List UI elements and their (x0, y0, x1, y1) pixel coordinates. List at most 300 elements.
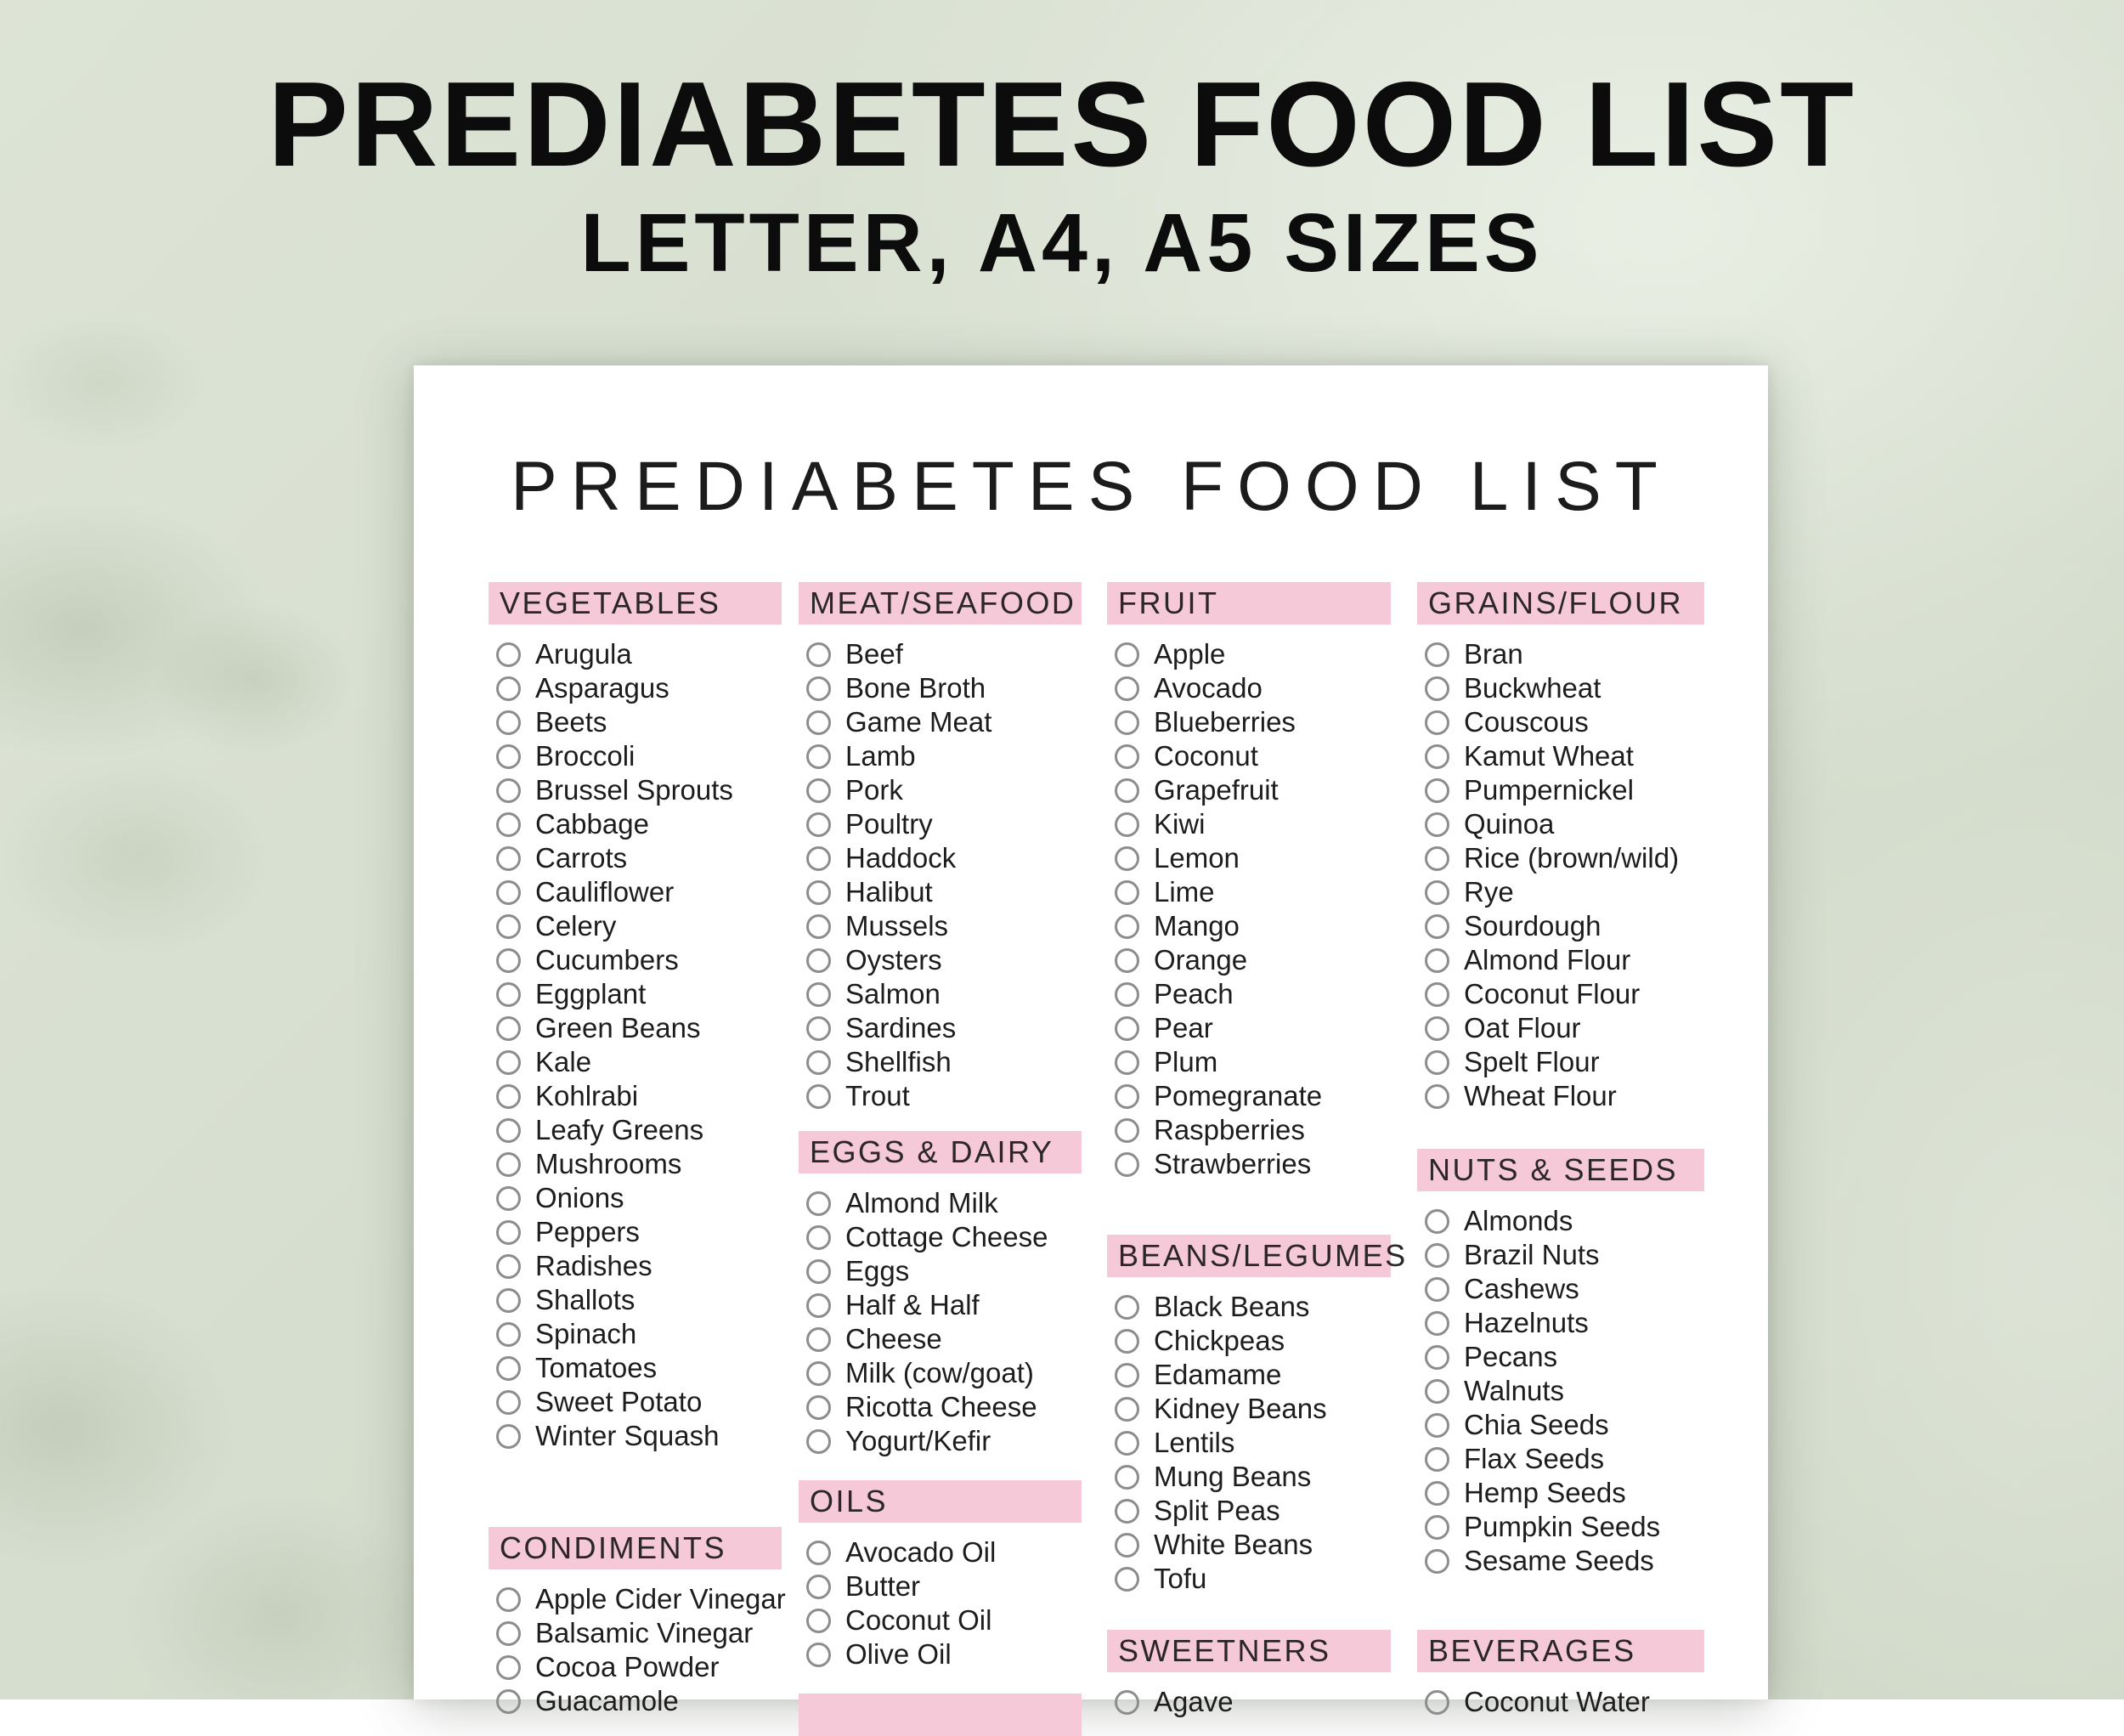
checklist-item (799, 1569, 1082, 1603)
checklist-item (489, 1283, 782, 1317)
checklist-item (1417, 1510, 1704, 1544)
checkbox-icon (496, 1220, 521, 1245)
item-label: Oysters (845, 944, 942, 975)
section-header-grains-flour: GRAINS/FLOUR (1417, 582, 1704, 625)
checkbox-icon (1115, 1690, 1139, 1715)
item-label: Peppers (535, 1216, 640, 1247)
section-header-sweetners: SWEETNERS (1107, 1630, 1391, 1672)
checkbox-icon (496, 1689, 521, 1714)
checkbox-icon (1115, 1050, 1139, 1075)
item-label: Edamame (1154, 1359, 1282, 1390)
checkbox-icon (496, 880, 521, 905)
checkbox-icon (1115, 1397, 1139, 1422)
section-beverages (1417, 1630, 1704, 1719)
checklist-item (1107, 807, 1391, 841)
checklist-item (1417, 1408, 1704, 1442)
item-label: Kidney Beans (1154, 1393, 1327, 1424)
section-condiments (489, 1527, 786, 1718)
checkbox-icon (496, 846, 521, 871)
checklist-item (1417, 1045, 1704, 1079)
vegetables-list (489, 637, 782, 1453)
item-label: Cucumbers (535, 944, 679, 975)
checklist-item (1417, 841, 1704, 875)
item-label: Avocado Oil (845, 1536, 997, 1568)
section-meat-seafood (799, 582, 1082, 1113)
checkbox-icon (806, 676, 831, 701)
checkbox-icon (1425, 1016, 1449, 1041)
nuts-seeds-list (1417, 1204, 1704, 1578)
grains-flour-list (1417, 637, 1704, 1113)
item-label: Sourdough (1464, 910, 1601, 942)
checklist-item (1417, 637, 1704, 671)
item-label: Pumpernickel (1464, 774, 1634, 806)
item-label: White Beans (1154, 1529, 1313, 1560)
checkbox-icon (1115, 744, 1139, 769)
item-label: Kiwi (1154, 808, 1206, 840)
item-label: Black Beans (1154, 1291, 1310, 1322)
checkbox-icon (1425, 914, 1449, 939)
checkbox-icon (1115, 1295, 1139, 1320)
checklist-item (1107, 909, 1391, 943)
item-label: Green Beans (535, 1012, 701, 1043)
checkbox-icon (1425, 1690, 1449, 1715)
column-3 (1107, 582, 1408, 1717)
item-label: Onions (535, 1182, 624, 1213)
checkbox-icon (1115, 1016, 1139, 1041)
checklist-item (799, 1045, 1082, 1079)
checkbox-icon (1115, 1533, 1139, 1558)
item-label: Celery (535, 910, 617, 942)
section-header-beverages: BEVERAGES (1417, 1630, 1704, 1672)
item-label: Apple Cider Vinegar (535, 1583, 786, 1614)
checkbox-icon (1425, 846, 1449, 871)
checklist-item (1417, 1685, 1704, 1719)
checkbox-icon (806, 1050, 831, 1075)
section-header-next-section-cutoff (799, 1694, 1082, 1736)
item-label: Salmon (845, 978, 941, 1009)
banner-subtitle: LETTER, A4, A5 SIZES (580, 196, 1544, 290)
checkbox-icon (1425, 982, 1449, 1007)
checkbox-icon (496, 1390, 521, 1415)
checkbox-icon (806, 982, 831, 1007)
checklist-item (1417, 1306, 1704, 1340)
item-label: Pork (845, 774, 903, 806)
checkbox-icon (1115, 846, 1139, 871)
section-next-section-cutoff (799, 1694, 1082, 1736)
checklist-item (1107, 637, 1391, 671)
checkbox-icon (806, 744, 831, 769)
item-label: Strawberries (1154, 1148, 1312, 1179)
checklist-item (489, 875, 782, 909)
item-label: Poultry (845, 808, 933, 840)
checklist-item (1107, 1011, 1391, 1045)
checkbox-icon (1425, 1345, 1449, 1370)
checklist-item (799, 1186, 1082, 1220)
item-label: Olive Oil (845, 1638, 952, 1670)
checklist-item (489, 671, 782, 705)
checkbox-icon (1115, 710, 1139, 735)
item-label: Almond Flour (1464, 944, 1631, 975)
checkbox-icon (1115, 1567, 1139, 1592)
banner (0, 57, 2124, 290)
item-label: Cottage Cheese (845, 1221, 1048, 1253)
checkbox-icon (1425, 1311, 1449, 1336)
item-label: Couscous (1464, 706, 1589, 738)
checkbox-icon (1115, 1084, 1139, 1109)
item-label: Half & Half (845, 1289, 980, 1320)
checklist-item (799, 1535, 1082, 1569)
checkbox-icon (1425, 1413, 1449, 1438)
checkbox-icon (1115, 948, 1139, 973)
item-label: Pear (1154, 1012, 1213, 1043)
checklist-item (1107, 773, 1391, 807)
item-label: Apple (1154, 638, 1226, 670)
item-label: Flax Seeds (1464, 1443, 1605, 1474)
checkbox-icon (496, 1118, 521, 1143)
item-label: Arugula (535, 638, 632, 670)
item-label: Lemon (1154, 842, 1240, 874)
item-label: Game Meat (845, 706, 992, 738)
checklist-item (799, 671, 1082, 705)
section-header-nuts-seeds: NUTS & SEEDS (1417, 1149, 1704, 1191)
checklist-item (489, 977, 782, 1011)
section-grains-flour (1417, 582, 1704, 1113)
checklist-item (489, 1113, 782, 1147)
checkbox-icon (806, 1191, 831, 1216)
checklist-item (489, 1147, 782, 1181)
item-label: Lime (1154, 876, 1215, 908)
checkbox-icon (806, 1361, 831, 1386)
checkbox-icon (806, 948, 831, 973)
checklist-item (489, 773, 782, 807)
item-label: Hemp Seeds (1464, 1477, 1626, 1508)
item-label: Winter Squash (535, 1420, 720, 1451)
checklist-item (1417, 1476, 1704, 1510)
item-label: Milk (cow/goat) (845, 1357, 1034, 1388)
checklist-item (1417, 705, 1704, 739)
checklist-item (1107, 1147, 1391, 1181)
checklist-item (799, 875, 1082, 909)
checkbox-icon (496, 1356, 521, 1381)
checkbox-icon (496, 1152, 521, 1177)
item-label: Lentils (1154, 1427, 1235, 1458)
checklist-item (1107, 1562, 1391, 1596)
checkbox-icon (1425, 676, 1449, 701)
item-label: Brazil Nuts (1464, 1239, 1600, 1270)
eggs-dairy-list (799, 1186, 1082, 1458)
banner-title: PREDIABETES FOOD LIST (268, 57, 1856, 192)
checkbox-icon (1425, 744, 1449, 769)
checklist-item (489, 1582, 786, 1616)
checkbox-icon (806, 1259, 831, 1284)
checkbox-icon (1425, 1549, 1449, 1574)
checklist-item (1417, 943, 1704, 977)
section-header-beans-legumes: BEANS/LEGUMES (1107, 1235, 1391, 1277)
checklist-item (489, 1181, 782, 1215)
checklist-item (799, 637, 1082, 671)
checklist-item (489, 909, 782, 943)
checklist-item (489, 1079, 782, 1113)
checklist-item (1107, 1358, 1391, 1392)
column-1 (489, 582, 786, 1716)
checklist-item (1107, 1685, 1391, 1719)
item-label: Orange (1154, 944, 1248, 975)
checkbox-icon (1425, 778, 1449, 803)
item-label: Coconut Flour (1464, 978, 1641, 1009)
checkbox-icon (806, 1293, 831, 1318)
item-label: Split Peas (1154, 1495, 1280, 1526)
checkbox-icon (806, 1016, 831, 1041)
checklist-item (489, 943, 782, 977)
section-nuts-seeds (1417, 1149, 1704, 1578)
checkbox-icon (496, 1016, 521, 1041)
checkbox-icon (496, 1621, 521, 1646)
item-label: Raspberries (1154, 1114, 1305, 1145)
checkbox-icon (1425, 1050, 1449, 1075)
checklist-item (1417, 1442, 1704, 1476)
checklist-item (799, 1424, 1082, 1458)
checkbox-icon (806, 1429, 831, 1454)
checklist-item (489, 807, 782, 841)
item-label: Cauliflower (535, 876, 675, 908)
item-label: Brussel Sprouts (535, 774, 733, 806)
checkbox-icon (806, 1084, 831, 1109)
checklist-item (1417, 909, 1704, 943)
checklist-item (1107, 977, 1391, 1011)
checkbox-icon (496, 1084, 521, 1109)
item-label: Balsamic Vinegar (535, 1617, 754, 1648)
section-header-oils: OILS (799, 1480, 1082, 1523)
checklist-item (799, 1356, 1082, 1390)
condiments-list (489, 1582, 786, 1718)
checklist-item (1417, 739, 1704, 773)
checklist-item (1417, 671, 1704, 705)
item-label: Mango (1154, 910, 1240, 942)
item-label: Trout (845, 1080, 910, 1111)
item-label: Agave (1154, 1686, 1234, 1717)
checklist-item (1107, 1113, 1391, 1147)
item-label: Spinach (535, 1318, 637, 1349)
item-label: Chia Seeds (1464, 1409, 1609, 1440)
sweetners-list (1107, 1685, 1391, 1719)
item-label: Eggs (845, 1255, 910, 1286)
item-label: Leafy Greens (535, 1114, 704, 1145)
checkbox-icon (1115, 1152, 1139, 1177)
checkbox-icon (806, 710, 831, 735)
checkbox-icon (496, 1254, 521, 1279)
item-label: Coconut (1154, 740, 1258, 772)
checklist-item (1417, 977, 1704, 1011)
checkbox-icon (806, 1395, 831, 1420)
item-label: Almond Milk (845, 1187, 998, 1219)
checkbox-icon (496, 642, 521, 667)
section-oils (799, 1480, 1082, 1671)
item-label: Haddock (845, 842, 957, 874)
checklist-item (1417, 1272, 1704, 1306)
checklist-item (1417, 807, 1704, 841)
checklist-item (1107, 705, 1391, 739)
section-header-eggs-dairy: EGGS & DAIRY (799, 1131, 1082, 1173)
checkbox-icon (1425, 1277, 1449, 1302)
column-4 (1417, 582, 1704, 1717)
item-label: Mussels (845, 910, 949, 942)
item-label: Chickpeas (1154, 1325, 1285, 1356)
checkbox-icon (496, 812, 521, 837)
section-header-meat-seafood: MEAT/SEAFOOD (799, 582, 1082, 625)
checklist-item (799, 1288, 1082, 1322)
item-label: Cashews (1464, 1273, 1579, 1304)
item-label: Plum (1154, 1046, 1218, 1077)
item-label: Wheat Flour (1464, 1080, 1617, 1111)
checklist-item (1107, 1045, 1391, 1079)
section-sweetners (1107, 1630, 1391, 1719)
meat-seafood-list (799, 637, 1082, 1113)
checklist-item (799, 1011, 1082, 1045)
checkbox-icon (1115, 778, 1139, 803)
checkbox-icon (496, 1424, 521, 1449)
item-label: Coconut Water (1464, 1686, 1650, 1717)
item-label: Guacamole (535, 1685, 679, 1716)
item-label: Bone Broth (845, 672, 986, 704)
checklist-item (799, 773, 1082, 807)
checklist-item (1107, 1079, 1391, 1113)
checkbox-icon (1425, 710, 1449, 735)
item-label: Grapefruit (1154, 774, 1279, 806)
checkbox-icon (1425, 1084, 1449, 1109)
checkbox-icon (496, 982, 521, 1007)
fruit-list (1107, 637, 1391, 1181)
item-label: Tofu (1154, 1563, 1207, 1594)
item-label: Yogurt/Kefir (845, 1425, 991, 1456)
checkbox-icon (1425, 1209, 1449, 1234)
checkbox-icon (1115, 982, 1139, 1007)
checklist-item (799, 739, 1082, 773)
item-label: Coconut Oil (845, 1604, 992, 1636)
section-beans-legumes (1107, 1235, 1408, 1596)
checkbox-icon (806, 1575, 831, 1599)
checklist-item (799, 1603, 1082, 1637)
checklist-item (799, 977, 1082, 1011)
checklist-item (489, 1045, 782, 1079)
checklist-item (1107, 1426, 1391, 1460)
checklist-item (489, 1684, 782, 1718)
checklist-item (489, 1215, 782, 1249)
checkbox-icon (1425, 948, 1449, 973)
checklist-item (1107, 1460, 1391, 1494)
item-label: Halibut (845, 876, 933, 908)
checkbox-icon (806, 1327, 831, 1352)
item-label: Shellfish (845, 1046, 952, 1077)
checkbox-icon (1425, 1447, 1449, 1472)
checklist-item (489, 1249, 782, 1283)
checkbox-icon (806, 642, 831, 667)
checklist-item (1107, 1324, 1391, 1358)
item-label: Walnuts (1464, 1375, 1564, 1406)
section-header-vegetables: VEGETABLES (489, 582, 782, 625)
item-label: Rice (brown/wild) (1464, 842, 1680, 874)
checkbox-icon (496, 948, 521, 973)
checkbox-icon (1425, 1379, 1449, 1404)
checklist-item (799, 1322, 1082, 1356)
item-label: Blueberries (1154, 706, 1296, 738)
item-label: Sweet Potato (535, 1386, 703, 1417)
item-label: Mung Beans (1154, 1461, 1312, 1492)
checkbox-icon (496, 914, 521, 939)
checklist-item (799, 807, 1082, 841)
item-label: Pumpkin Seeds (1464, 1511, 1661, 1542)
checklist-item (1417, 1544, 1704, 1578)
oils-list (799, 1535, 1082, 1671)
item-label: Eggplant (535, 978, 647, 1009)
printable-page (414, 365, 1768, 1717)
checklist-item (799, 1254, 1082, 1288)
checkbox-icon (496, 676, 521, 701)
item-label: Lamb (845, 740, 916, 772)
checkbox-icon (1115, 812, 1139, 837)
checkbox-icon (496, 1587, 521, 1612)
item-label: Cocoa Powder (535, 1651, 720, 1682)
item-label: Radishes (535, 1250, 652, 1281)
checklist-item (799, 1637, 1082, 1671)
checklist-item (799, 1079, 1082, 1113)
item-label: Beef (845, 638, 903, 670)
checkbox-icon (496, 1050, 521, 1075)
checkbox-icon (1115, 676, 1139, 701)
checkbox-icon (806, 1225, 831, 1250)
checklist-item (1417, 1011, 1704, 1045)
checklist-item (1107, 1392, 1391, 1426)
checkbox-icon (496, 1322, 521, 1347)
checklist-item (1107, 1290, 1391, 1324)
checklist-item (489, 637, 782, 671)
checklist-item (489, 1317, 782, 1351)
checkbox-icon (1425, 880, 1449, 905)
checkbox-icon (1115, 1499, 1139, 1524)
checkbox-icon (496, 1288, 521, 1313)
item-label: Mushrooms (535, 1148, 682, 1179)
checkbox-icon (1115, 914, 1139, 939)
item-label: Carrots (535, 842, 628, 874)
item-label: Ricotta Cheese (845, 1391, 1037, 1422)
checklist-item (489, 1385, 782, 1419)
item-label: Kamut Wheat (1464, 740, 1634, 772)
section-vegetables (489, 582, 782, 1453)
item-label: Bran (1464, 638, 1523, 670)
checkbox-icon (1115, 1431, 1139, 1456)
item-label: Broccoli (535, 740, 636, 772)
checkbox-icon (496, 1186, 521, 1211)
item-label: Rye (1464, 876, 1514, 908)
checklist-item (1107, 671, 1391, 705)
item-label: Cabbage (535, 808, 649, 840)
checklist-item (1107, 1494, 1391, 1528)
checkbox-icon (806, 914, 831, 939)
checkbox-icon (496, 744, 521, 769)
checkbox-icon (496, 710, 521, 735)
checklist-item (1417, 1079, 1704, 1113)
checklist-item (1417, 875, 1704, 909)
checkbox-icon (806, 1541, 831, 1565)
checkbox-icon (806, 1609, 831, 1633)
item-label: Pomegranate (1154, 1080, 1323, 1111)
checklist-item (799, 943, 1082, 977)
checkbox-icon (496, 778, 521, 803)
checkbox-icon (1425, 642, 1449, 667)
checkbox-icon (1115, 880, 1139, 905)
item-label: Shallots (535, 1284, 636, 1315)
section-header-condiments: CONDIMENTS (489, 1527, 782, 1569)
item-label: Hazelnuts (1464, 1307, 1589, 1338)
